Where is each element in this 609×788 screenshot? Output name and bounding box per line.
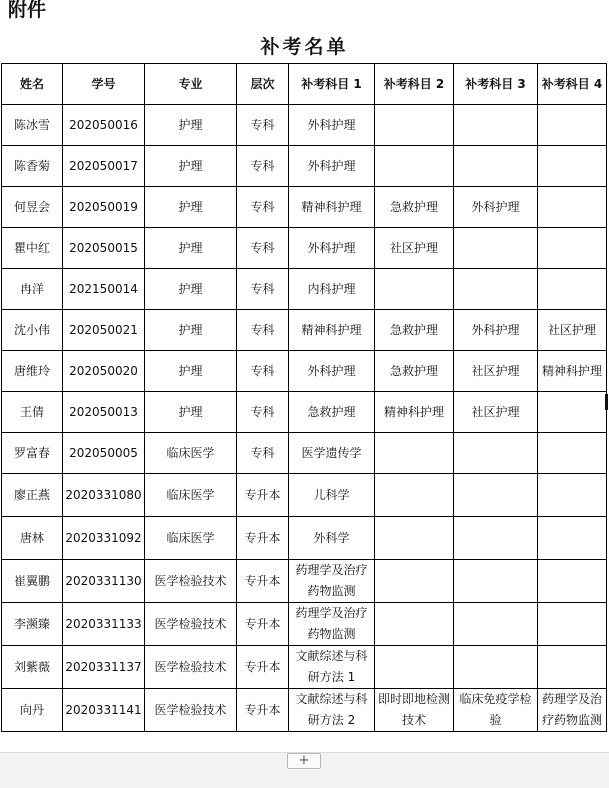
table-cell: 专科: [237, 269, 289, 310]
table-cell: [538, 146, 607, 187]
table-cell: [454, 269, 538, 310]
table-cell: [538, 646, 607, 689]
table-cell: [375, 474, 454, 517]
table-cell: 向丹: [2, 689, 63, 732]
table-cell: 202050017: [63, 146, 145, 187]
table-row: [2, 689, 607, 732]
table-cell: 护理: [145, 228, 237, 269]
table-cell: [375, 646, 454, 689]
table-cell: 专科: [237, 146, 289, 187]
page-title: 补考名单: [260, 36, 349, 58]
table-cell: 202050016: [63, 105, 145, 146]
table-cell: 专升本: [237, 474, 289, 517]
table-cell: [454, 146, 538, 187]
table-cell: 急救护理: [289, 392, 375, 433]
table-cell: 专科: [237, 392, 289, 433]
table-row: [2, 517, 607, 560]
column-header: 补考科目 2: [375, 64, 454, 105]
table-cell: 专科: [237, 433, 289, 474]
table-cell: [375, 560, 454, 603]
table-cell: 2020331130: [63, 560, 145, 603]
table-cell: [375, 517, 454, 560]
table-header-row: [2, 64, 607, 105]
table-cell: 外科护理: [454, 187, 538, 228]
table-cell: 2020331133: [63, 603, 145, 646]
makeup-exam-table: [1, 63, 607, 732]
table-cell: 护理: [145, 310, 237, 351]
table-cell: 何昱会: [2, 187, 63, 228]
table-cell: 外科护理: [289, 146, 375, 187]
table-cell: 专科: [237, 187, 289, 228]
table-cell: 专科: [237, 310, 289, 351]
table-cell: 外科护理: [289, 228, 375, 269]
table-cell: 药理学及治疗药物监测: [289, 603, 375, 646]
table-cell: [538, 560, 607, 603]
table-cell: 专升本: [237, 560, 289, 603]
table-cell: 医学检验技术: [145, 646, 237, 689]
table-cell: 202050019: [63, 187, 145, 228]
table-cell: 急救护理: [375, 351, 454, 392]
table-cell: [454, 603, 538, 646]
table-cell: 专科: [237, 228, 289, 269]
table-cell: 崔翼鹏: [2, 560, 63, 603]
table-row: [2, 351, 607, 392]
table-cell: 202050020: [63, 351, 145, 392]
table-cell: 专科: [237, 105, 289, 146]
table-cell: 护理: [145, 392, 237, 433]
table-cell: [454, 433, 538, 474]
table-cell: [538, 187, 607, 228]
table-cell: 临床医学: [145, 517, 237, 560]
table-cell: 外科学: [289, 517, 375, 560]
table-cell: [454, 228, 538, 269]
table-cell: 护理: [145, 105, 237, 146]
table-cell: 罗富春: [2, 433, 63, 474]
table-cell: 社区护理: [454, 392, 538, 433]
table-cell: 瞿中红: [2, 228, 63, 269]
table-cell: 王倩: [2, 392, 63, 433]
table-cell: 文献综述与科研方法 2: [289, 689, 375, 732]
table-row: [2, 433, 607, 474]
table-cell: 沈小伟: [2, 310, 63, 351]
table-cell: [538, 105, 607, 146]
table-cell: 专科: [237, 351, 289, 392]
table-cell: 精神科护理: [375, 392, 454, 433]
table-cell: 临床医学: [145, 474, 237, 517]
table-cell: 202050005: [63, 433, 145, 474]
column-header: 补考科目 4: [538, 64, 607, 105]
table-cell: [538, 228, 607, 269]
table-row: [2, 269, 607, 310]
table-cell: [375, 603, 454, 646]
table-cell: 专升本: [237, 646, 289, 689]
table-row: [2, 392, 607, 433]
table-row: [2, 603, 607, 646]
text-cursor: [605, 394, 608, 410]
table-cell: 李濒臻: [2, 603, 63, 646]
table-cell: 社区护理: [375, 228, 454, 269]
table-cell: [538, 517, 607, 560]
table-cell: 儿科学: [289, 474, 375, 517]
table-cell: 外科护理: [289, 105, 375, 146]
table-cell: 202150014: [63, 269, 145, 310]
column-header: 补考科目 3: [454, 64, 538, 105]
table-cell: 专升本: [237, 517, 289, 560]
table-cell: 专升本: [237, 689, 289, 732]
table-row: [2, 187, 607, 228]
table-cell: [375, 146, 454, 187]
table-cell: 2020331080: [63, 474, 145, 517]
table-row: [2, 310, 607, 351]
table-cell: 医学检验技术: [145, 560, 237, 603]
table-cell: [454, 560, 538, 603]
table-cell: 唐维玲: [2, 351, 63, 392]
table-cell: 社区护理: [454, 351, 538, 392]
table-cell: 急救护理: [375, 187, 454, 228]
table-cell: 冉洋: [2, 269, 63, 310]
table-row: [2, 560, 607, 603]
table-cell: 药理学及治疗药物监测: [538, 689, 607, 732]
table-cell: [375, 433, 454, 474]
table-cell: [375, 105, 454, 146]
table-cell: 精神科护理: [289, 310, 375, 351]
table-cell: 2020331092: [63, 517, 145, 560]
table-cell: 即时即地检测技术: [375, 689, 454, 732]
table-cell: [454, 105, 538, 146]
table-cell: 文献综述与科研方法 1: [289, 646, 375, 689]
table-cell: [538, 474, 607, 517]
table-cell: 202050013: [63, 392, 145, 433]
table-cell: [538, 269, 607, 310]
table-cell: 急救护理: [375, 310, 454, 351]
table-cell: 刘紫薇: [2, 646, 63, 689]
table-cell: 专升本: [237, 603, 289, 646]
table-cell: 202050015: [63, 228, 145, 269]
table-cell: 唐林: [2, 517, 63, 560]
table-cell: 202050021: [63, 310, 145, 351]
table-cell: 内科护理: [289, 269, 375, 310]
table-cell: 外科护理: [454, 310, 538, 351]
column-header: 姓名: [2, 64, 63, 105]
table-cell: 护理: [145, 146, 237, 187]
table-cell: [538, 433, 607, 474]
table-cell: 医学遗传学: [289, 433, 375, 474]
table-cell: 护理: [145, 351, 237, 392]
table-row: [2, 146, 607, 187]
annex-label: 附件: [8, 0, 47, 21]
table-cell: 护理: [145, 269, 237, 310]
table-cell: 临床免疫学检验: [454, 689, 538, 732]
table-cell: 医学检验技术: [145, 689, 237, 732]
table-cell: 临床医学: [145, 433, 237, 474]
table-cell: 药理学及治疗药物监测: [289, 560, 375, 603]
add-sheet-button[interactable]: +: [287, 753, 321, 769]
table-cell: 陈香菊: [2, 146, 63, 187]
table-cell: 2020331141: [63, 689, 145, 732]
table-row: [2, 105, 607, 146]
table-cell: 精神科护理: [538, 351, 607, 392]
table-cell: [454, 646, 538, 689]
table-row: [2, 474, 607, 517]
column-header: 专业: [145, 64, 237, 105]
table-cell: 医学检验技术: [145, 603, 237, 646]
table-cell: [375, 269, 454, 310]
table-cell: 陈冰雪: [2, 105, 63, 146]
column-header: 层次: [237, 64, 289, 105]
table-cell: 廖正燕: [2, 474, 63, 517]
table-cell: 外科护理: [289, 351, 375, 392]
table-cell: [454, 517, 538, 560]
column-header: 学号: [63, 64, 145, 105]
table-cell: 2020331137: [63, 646, 145, 689]
table-cell: [538, 603, 607, 646]
column-header: 补考科目 1: [289, 64, 375, 105]
table-cell: 精神科护理: [289, 187, 375, 228]
table-row: [2, 228, 607, 269]
table-row: [2, 646, 607, 689]
table-cell: [538, 392, 607, 433]
table-cell: 护理: [145, 187, 237, 228]
table-cell: 社区护理: [538, 310, 607, 351]
table-cell: [454, 474, 538, 517]
